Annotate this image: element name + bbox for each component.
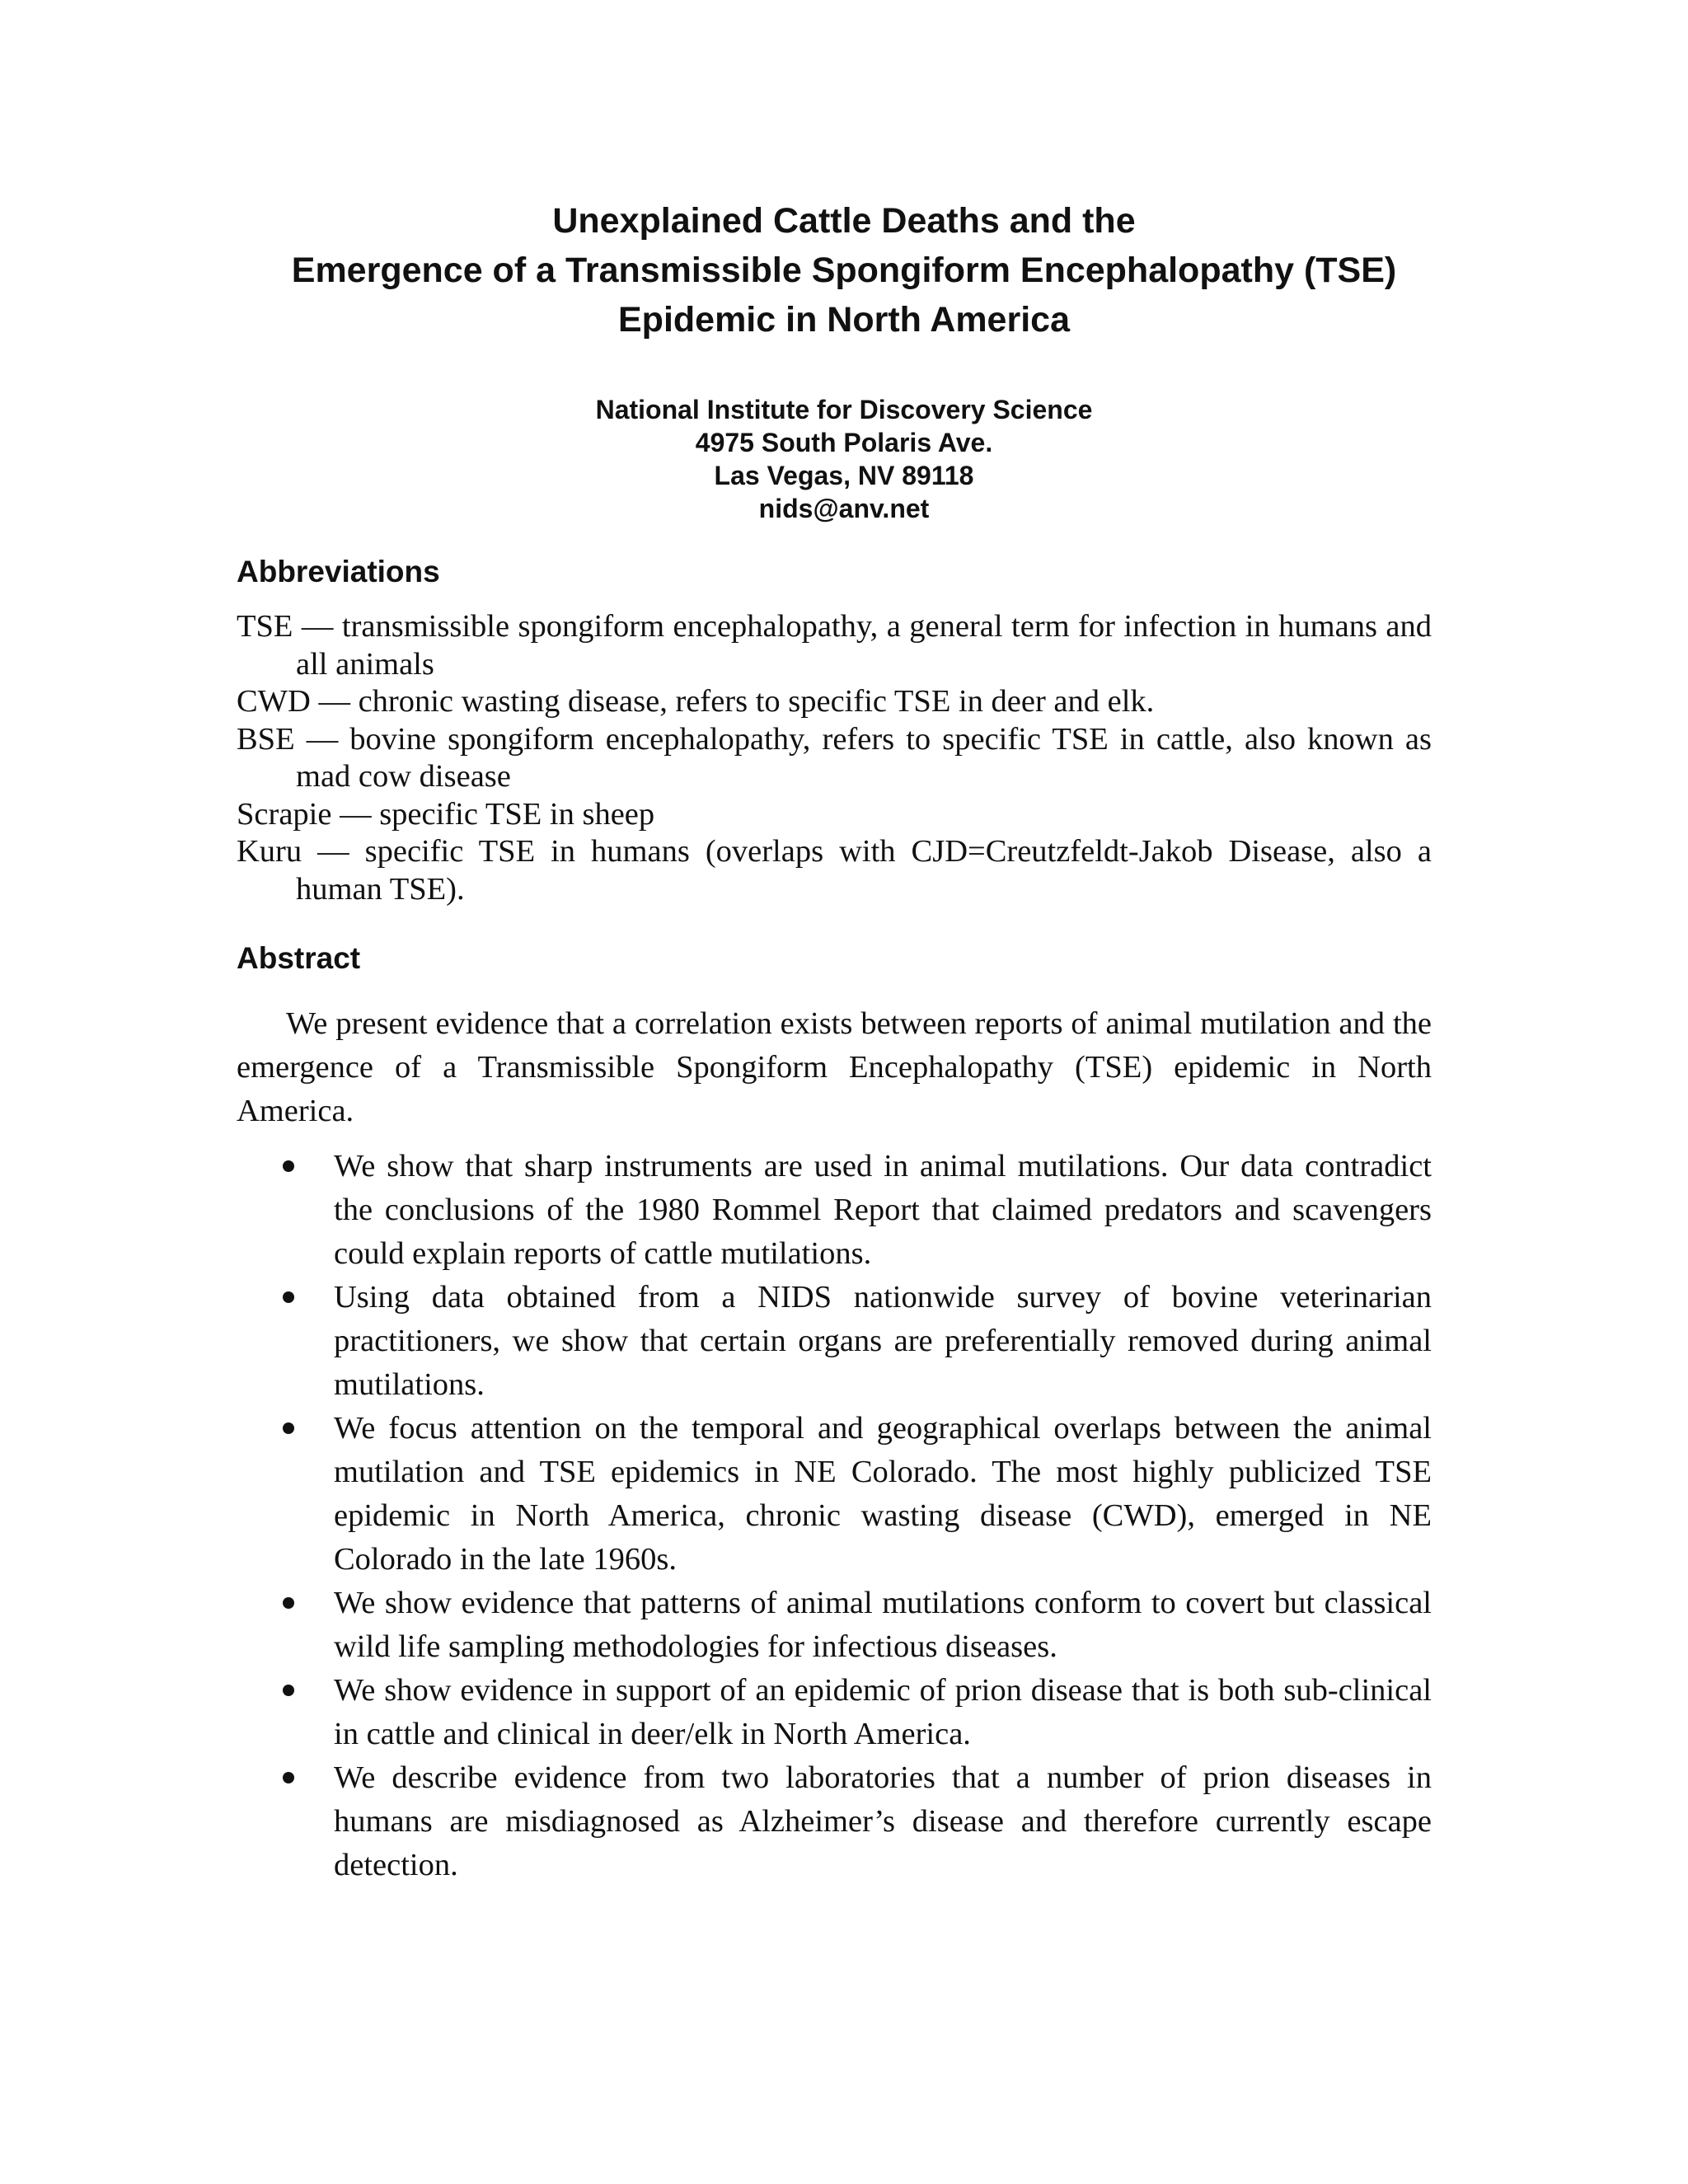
bullet-item bbox=[334, 1756, 1432, 1887]
abstract-bullet-list bbox=[334, 1145, 1432, 1887]
title-line-2: Emergence of a Transmissible Spongiform Encephalopathy (TSE) bbox=[291, 251, 1397, 290]
bullet-icon bbox=[283, 1685, 294, 1696]
abbreviations-heading: Abbreviations bbox=[237, 555, 440, 588]
bullet-icon bbox=[283, 1160, 294, 1172]
bullet-icon bbox=[283, 1597, 294, 1609]
bullet-item bbox=[334, 1145, 1432, 1276]
bullet-item bbox=[334, 1407, 1432, 1582]
bullet-text: We show evidence that patterns of animal mutilations conform to covert but classical wild life sampling methodologies for infectious diseases. bbox=[334, 1586, 1432, 1664]
bullet-text: Using data obtained from a NIDS nationwide survey of bovine veterinarian practitioners, we show that certain organs are preferentially removed during animal mutilations. bbox=[334, 1280, 1432, 1402]
bullet-icon bbox=[283, 1772, 294, 1783]
bullet-icon bbox=[283, 1422, 294, 1434]
abbreviation-item: Kuru — specific TSE in humans (overlaps with CJD=Creutzfeldt-Jakob Disease, also a human TSE). bbox=[237, 834, 1432, 907]
bullet-item bbox=[334, 1276, 1432, 1407]
city-address: Las Vegas, NV 89118 bbox=[714, 461, 974, 490]
bullet-text: We describe evidence from two laboratories that a number of prion diseases in humans are misdiagnosed as Alzheimer’s disease and therefore currently escape detection. bbox=[334, 1760, 1432, 1882]
bullet-text: We focus attention on the temporal and geographical overlaps between the animal mutilation and TSE epidemics in NE Colorado. The most highly publicized TSE epidemic in North America, chronic wasting disease (CWD), emerged in NE Colorado in the late 1960s. bbox=[334, 1411, 1432, 1577]
title-line-1: Unexplained Cattle Deaths and the bbox=[552, 201, 1136, 241]
abbreviation-item: TSE — transmissible spongiform encephalopathy, a general term for infection in humans and all animals bbox=[237, 609, 1432, 682]
bullet-icon bbox=[283, 1291, 294, 1303]
bullet-text: We show that sharp instruments are used in animal mutilations. Our data contradict the conclusions of the 1980 Rommel Report that claimed predators and scavengers could explain reports of cattle mutilations. bbox=[334, 1149, 1432, 1271]
institute-name: National Institute for Discovery Science bbox=[595, 395, 1093, 424]
abstract-heading: Abstract bbox=[237, 941, 361, 975]
abbreviations-list bbox=[237, 608, 1432, 908]
title-line-3: Epidemic in North America bbox=[618, 300, 1070, 340]
bullet-item bbox=[334, 1669, 1432, 1756]
bullet-item bbox=[334, 1582, 1432, 1669]
abbreviation-item: BSE — bovine spongiform encephalopathy, refers to specific TSE in cattle, also known as mad cow disease bbox=[237, 721, 1432, 794]
street-address: 4975 South Polaris Ave. bbox=[695, 428, 993, 457]
abbreviation-item: CWD — chronic wasting disease, refers to specific TSE in deer and elk. bbox=[237, 684, 1155, 719]
bullet-text: We show evidence in support of an epidemic of prion disease that is both sub-clinical in cattle and clinical in deer/elk in North America. bbox=[334, 1673, 1432, 1751]
contact-email: nids@anv.net bbox=[758, 494, 930, 523]
author-affiliation bbox=[165, 393, 1523, 525]
abbreviation-item: Scrapie — specific TSE in sheep bbox=[237, 796, 655, 832]
abstract-intro: We present evidence that a correlation exists between reports of animal mutilation and the emergence of a Transmissible Spongiform Encephalopathy (TSE) epidemic in North America. bbox=[237, 1006, 1432, 1128]
paper-title bbox=[165, 196, 1523, 344]
